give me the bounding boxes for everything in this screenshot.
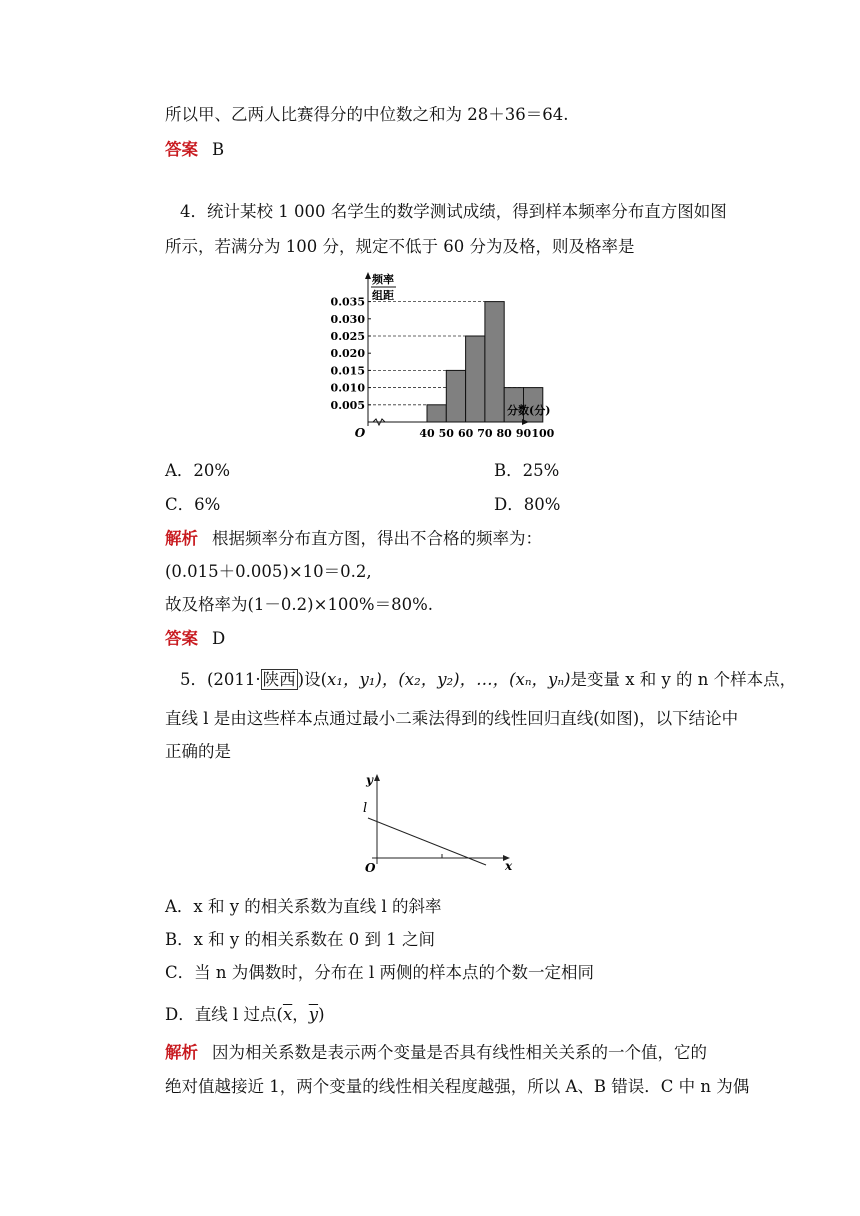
q5-option-c: C．当 n 为偶数时，分布在 l 两侧的样本点的个数一定相同 (165, 963, 595, 982)
x-tick-label: 60 (457, 427, 474, 440)
origin-label: O (354, 426, 366, 440)
y-tick-label: 0.035 (330, 295, 365, 309)
q5-option-b: B．x 和 y 的相关系数在 0 到 1 之间 (165, 930, 435, 949)
q5-prefix: 5．(2011· (180, 670, 261, 689)
q4-option-c: C．6% (165, 495, 221, 514)
x-tick-label: 40 (419, 427, 435, 440)
x-tick-label: 80 (496, 427, 512, 440)
q5-stem-line1 (180, 669, 796, 691)
regression-graph (360, 768, 520, 878)
y-tick-label: 0.005 (330, 398, 365, 412)
x-tick-label: 70 (477, 427, 493, 440)
q5-rest: 是变量 x 和 y 的 n 个样本点， (570, 670, 797, 689)
q5-source: 陕西 (262, 670, 296, 689)
analysis-label: 解析 (165, 1043, 198, 1062)
q4-option-d: D．80% (494, 495, 561, 514)
y-tick-label: 0.020 (330, 347, 365, 361)
histogram-chart (330, 268, 555, 444)
optD-suffix: ) (318, 1005, 325, 1024)
analysis-label: 解析 (165, 529, 198, 548)
q5-option-d (165, 1004, 325, 1026)
q5-stem-line2: 直线 l 是由这些样本点通过最小二乘法得到的线性回归直线(如图)，以下结论中 (165, 709, 739, 728)
optD-prefix: D．直线 l 过点( (165, 1005, 283, 1024)
answer-label: 答案 (165, 629, 198, 648)
optD-sep: ， (292, 1005, 309, 1024)
x-tick-label: 100 (531, 427, 555, 440)
q4-answer (165, 628, 225, 650)
x-tick-label: 90 (515, 427, 532, 440)
answer-label: 答案 (165, 140, 198, 159)
q4-stem-line1: 4．统计某校 1 000 名学生的数学测试成绩，得到样本频率分布直方图如图 (180, 202, 727, 221)
q4-analysis (165, 528, 542, 550)
y-bar: $\overline{y}$ (308, 1005, 319, 1024)
q5-option-a: A．x 和 y 的相关系数为直线 l 的斜率 (165, 897, 442, 916)
q3-answer (165, 139, 224, 161)
histogram-bar (466, 336, 485, 422)
q4-calc-2: 故及格率为(1－0.2)×100%＝80%. (165, 595, 434, 614)
y-axis-arrow (365, 272, 371, 279)
histogram-bar (446, 370, 465, 422)
answer-value: B (212, 140, 225, 159)
x-tick-label: 50 (438, 427, 454, 440)
histogram-bar (485, 302, 504, 422)
y-tick-label: 0.010 (330, 381, 365, 395)
q5-points: x₁，y₁)，(x₂，y₂)，…，(xₙ，yₙ) (327, 670, 571, 689)
analysis-text: 因为相关系数是表示两个变量是否具有线性相关关系的一个值，它的 (212, 1043, 707, 1062)
x-axis-label: 分数(分) (507, 404, 551, 417)
y-axis-label: y (366, 773, 373, 787)
q4-calc-1: (0.015＋0.005)×10＝0.2, (165, 562, 372, 581)
q5-analysis-line2: 绝对值越接近 1，两个变量的线性相关程度越强，所以 A、B 错误．C 中 n 为偶 (165, 1077, 750, 1096)
q4-stem-line2: 所示，若满分为 100 分，规定不低于 60 分为及格，则及格率是 (165, 237, 635, 256)
q3-conclusion: 所以甲、乙两人比赛得分的中位数之和为 28＋36＝64. (165, 105, 569, 124)
y-axis-arrow (374, 774, 380, 781)
origin-label: O (365, 861, 376, 875)
line-l-label: l (363, 801, 368, 816)
q5-analysis-line1 (165, 1042, 707, 1064)
y-label-top: 频率 (372, 273, 394, 286)
y-tick-label: 0.025 (330, 330, 365, 343)
y-tick-label: 0.030 (330, 312, 365, 326)
x-bar: $\overline{x}$ (282, 1005, 293, 1024)
y-label-bottom: 组距 (372, 289, 394, 302)
q4-option-a: A．20% (165, 461, 231, 480)
answer-value: D (212, 629, 226, 648)
analysis-text: 根据频率分布直方图，得出不合格的频率为： (212, 529, 542, 548)
histogram-bar (427, 405, 446, 422)
x-axis-label: x (505, 859, 513, 873)
q5-mid: )设( (297, 670, 328, 689)
histogram-plot (331, 272, 555, 440)
q4-option-b: B．25% (494, 461, 560, 480)
y-tick-label: 0.015 (330, 364, 365, 378)
q5-stem-line3: 正确的是 (165, 742, 231, 761)
